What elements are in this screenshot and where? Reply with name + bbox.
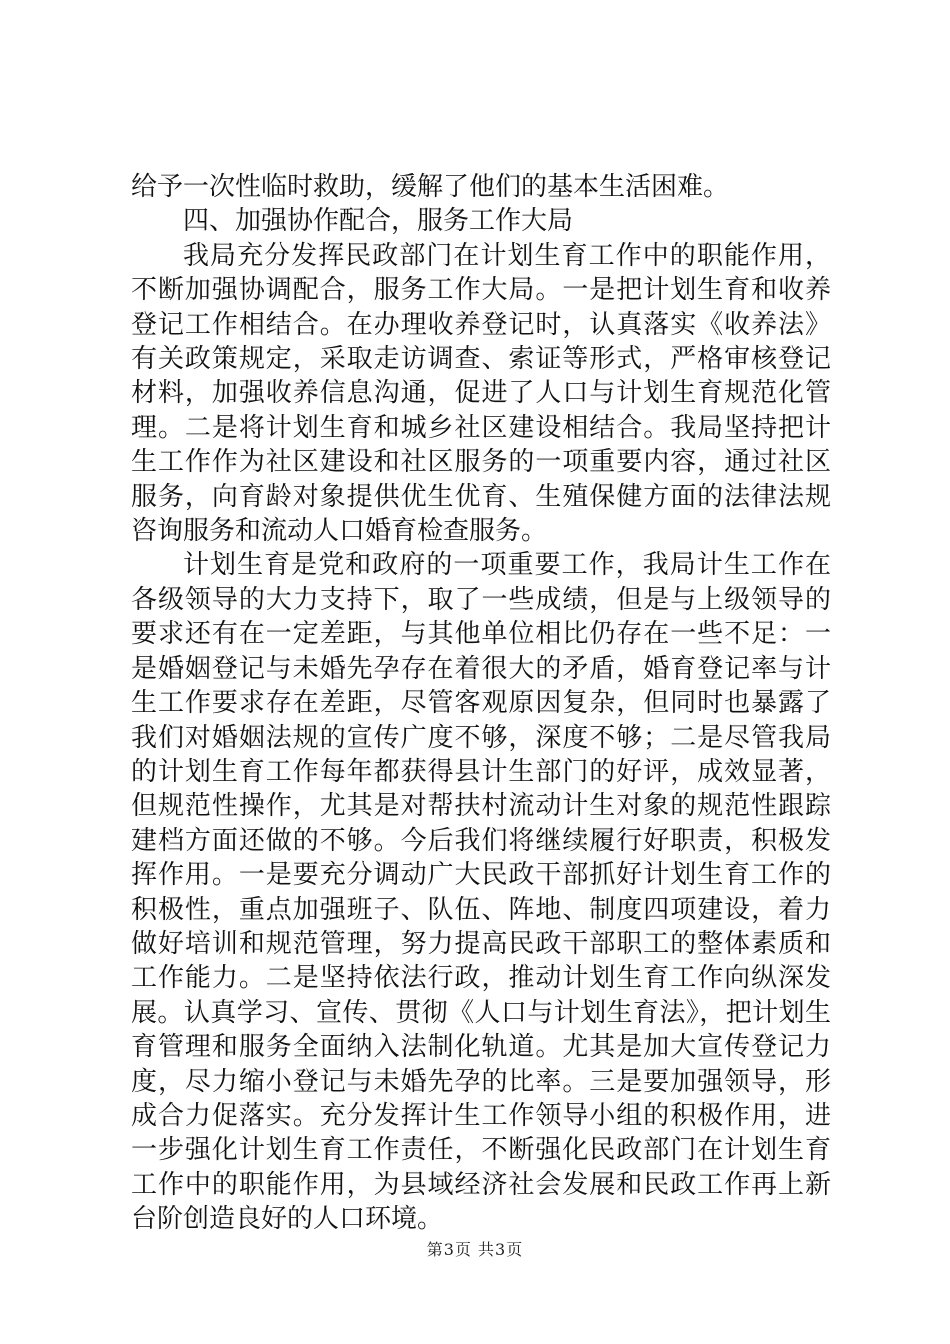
document-body: [131, 170, 831, 1237]
paragraph-summary: 计划生育是党和政府的一项重要工作，我局计生工作在各级领导的大力支持下，取了一些成绩，但是与上级领导的要求还有在一定差距，与其他单位相比仍存在一些不足：一是婚姻登记与未婚先孕存在着很大的矛盾，婚育登记率与计生工作要求存在差距，尽管客观原因复杂，但同时也暴露了我们对婚姻法规的宣传广度不够，深度不够；二是尽管我局的计划生育工作每年都获得县计生部门的好评，成效显著，但规范性操作，尤其是对帮扶村流动计生对象的规范性跟踪建档方面还做的不够。今后我们将继续履行好职责，积极发挥作用。一是要充分调动广大民政干部抓好计划生育工作的积极性，重点加强班子、队伍、阵地、制度四项建设，着力做好培训和规范管理，努力提高民政干部职工的整体素质和工作能力。二是坚持依法行政，推动计划生育工作向纵深发展。认真学习、宣传、贯彻《人口与计划生育法》，把计划生育管理和服务全面纳入法制化轨道。尤其是加大宣传登记力度，尽力缩小登记与未婚先孕的比率。三是要加强领导，形成合力促落实。充分发挥计生工作领导小组的积极作用，进一步强化计划生育工作责任，不断强化民政部门在计划生育工作中的职能作用，为县域经济社会发展和民政工作再上新台阶创造良好的人口环境。: [131, 550, 831, 1235]
paragraph-continuation: 给予一次性临时救助，缓解了他们的基本生活困难。: [131, 172, 730, 202]
page-number-footer: 第3页 共3页: [426, 1240, 524, 1259]
section-heading: 四、加强协作配合，服务工作大局: [183, 206, 574, 237]
paragraph-cooperation: 我局充分发挥民政部门在计划生育工作中的职能作用，不断加强协调配合，服务工作大局。一是把计划生育和收养登记工作相结合。在办理收养登记时，认真落实《收养法》有关政策规定，采取走访调查、索证等形式，严格审核登记材料，加强收养信息沟通，促进了人口与计划生育规范化管理。二是将计划生育和城乡社区建设相结合。我局坚持把计生工作作为社区建设和社区服务的一项重要内容，通过社区服务，向育龄对象提供优生优育、生殖保健方面的法律法规咨询服务和流动人口婚育检查服务。: [131, 240, 831, 547]
